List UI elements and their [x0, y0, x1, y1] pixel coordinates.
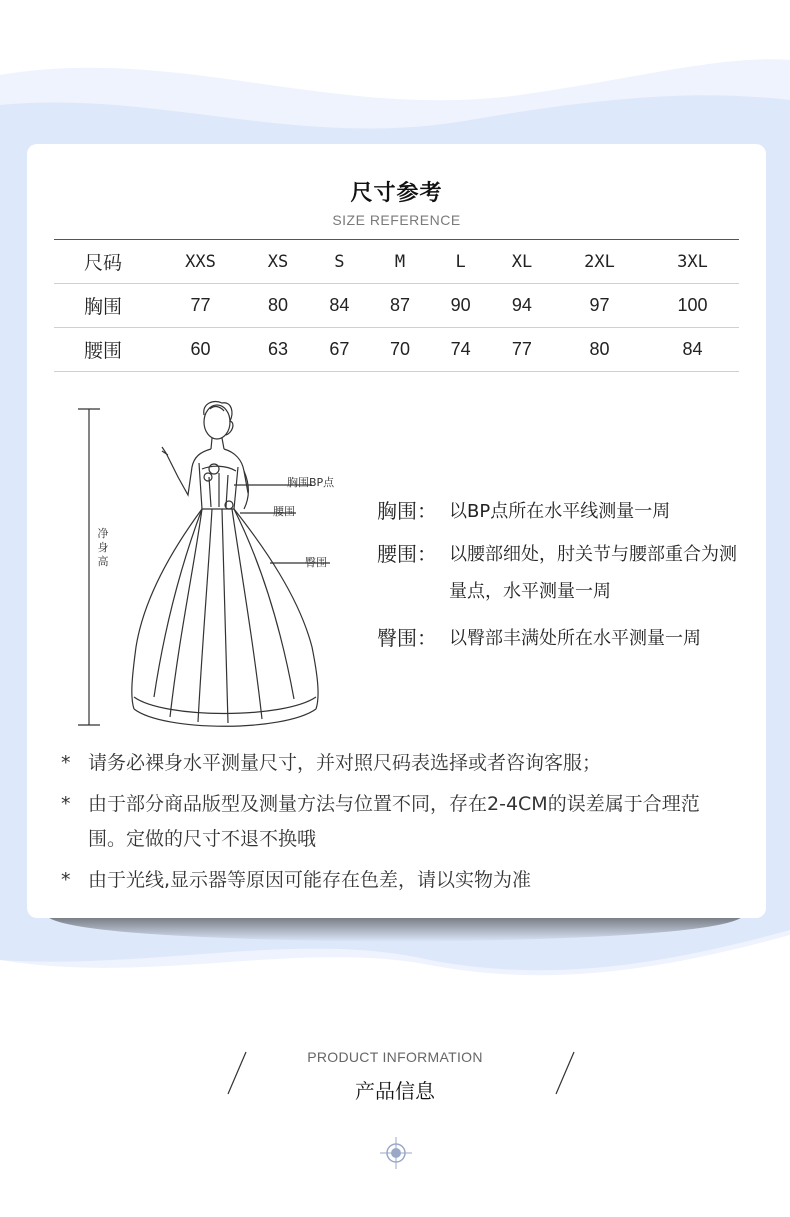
measure-waist	[377, 536, 739, 610]
size-cell: 3XL	[646, 240, 739, 284]
measure-text: 以BP点所在水平线测量一周	[449, 501, 671, 522]
bust-cell: 90	[430, 284, 491, 328]
size-table	[54, 239, 739, 372]
height-label: 净身高	[97, 527, 109, 568]
note-bullet: *	[61, 869, 71, 891]
waist-diagram-label: 腰围	[273, 505, 295, 518]
bust-cell: 77	[154, 284, 247, 328]
note-item	[61, 746, 738, 781]
row-label-size: 尺码	[54, 240, 154, 284]
row-label-bust: 胸围	[54, 284, 154, 328]
table-row-sizes	[54, 240, 739, 284]
waist-cell: 67	[309, 328, 370, 372]
bust-cell: 94	[491, 284, 553, 328]
target-ornament-icon	[380, 1137, 412, 1169]
size-reference-card	[27, 144, 766, 918]
size-cell: XXS	[154, 240, 247, 284]
waist-cell: 80	[553, 328, 646, 372]
bust-cell: 100	[646, 284, 739, 328]
measure-term: 臀围：	[377, 626, 437, 650]
measure-term: 胸围：	[377, 499, 437, 523]
size-cell: XL	[491, 240, 553, 284]
waist-cell: 60	[154, 328, 247, 372]
size-cell: L	[430, 240, 491, 284]
waist-cell: 77	[491, 328, 553, 372]
waist-cell: 70	[370, 328, 431, 372]
page-title: 尺寸参考	[350, 181, 443, 206]
page-subtitle: SIZE REFERENCE	[332, 212, 461, 228]
table-row-waist	[54, 328, 739, 372]
waist-cell: 63	[247, 328, 309, 372]
product-info-subtitle: PRODUCT INFORMATION	[307, 1049, 483, 1065]
bust-cell: 87	[370, 284, 431, 328]
note-text: 由于部分商品版型及测量方法与位置不同，存在2-4CM的误差属于合理范围。定做的尺寸不退不换哦	[88, 793, 700, 850]
note-bullet: *	[61, 793, 71, 815]
table-row-bust	[54, 284, 739, 328]
bust-point-label: 胸围BP点	[287, 476, 335, 489]
waist-cell: 74	[430, 328, 491, 372]
hip-diagram-label: 臀围	[305, 556, 327, 569]
size-cell: M	[370, 240, 431, 284]
measure-term: 腰围：	[377, 542, 437, 566]
note-item	[61, 863, 738, 898]
measure-bust	[377, 493, 739, 530]
size-cell: 2XL	[553, 240, 646, 284]
waist-cell: 84	[646, 328, 739, 372]
bust-cell: 97	[553, 284, 646, 328]
note-item	[61, 787, 728, 857]
measure-text: 以臀部丰满处所在水平测量一周	[449, 628, 701, 649]
measure-hip	[377, 620, 739, 657]
bust-cell: 84	[309, 284, 370, 328]
note-text: 请务必裸身水平测量尺寸，并对照尺码表选择或者咨询客服；	[88, 752, 602, 774]
note-bullet: *	[61, 752, 71, 774]
bust-cell: 80	[247, 284, 309, 328]
size-cell: S	[309, 240, 370, 284]
row-label-waist: 腰围	[54, 328, 154, 372]
note-text: 由于光线,显示器等原因可能存在色差，请以实物为准	[88, 869, 532, 891]
product-info-title: 产品信息	[355, 1079, 435, 1103]
measure-text: 以腰部细处，肘关节与腰部重合为测量点，水平测量一周	[449, 544, 737, 602]
size-cell: XS	[247, 240, 309, 284]
dress-figure-illustration	[74, 397, 374, 737]
